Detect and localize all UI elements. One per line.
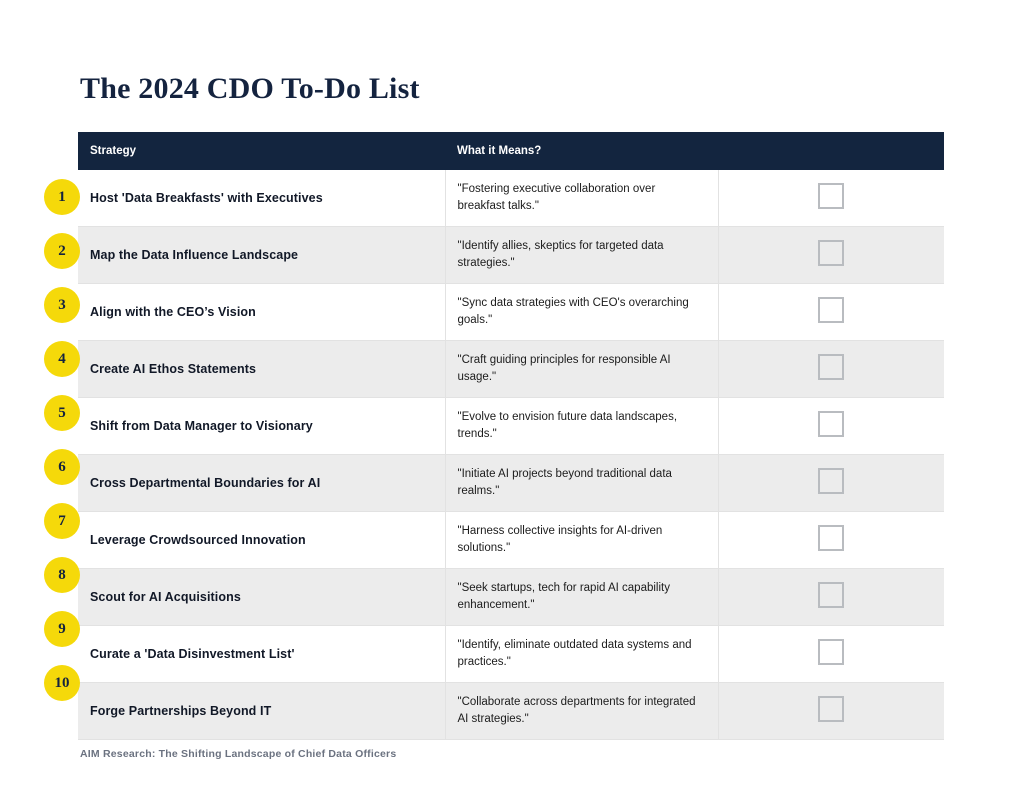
cell-meaning: "Initiate AI projects beyond traditional data realms." <box>445 455 718 512</box>
table-row <box>78 626 944 683</box>
footer-source: AIM Research: The Shifting Landscape of Chief Data Officers <box>80 748 397 760</box>
table-body <box>78 170 944 740</box>
cell-strategy: Cross Departmental Boundaries for AI <box>78 455 445 512</box>
checkbox[interactable] <box>818 240 844 266</box>
checkbox[interactable] <box>818 468 844 494</box>
checkbox[interactable] <box>818 354 844 380</box>
page-title: The 2024 CDO To-Do List <box>80 72 420 105</box>
cell-checkbox <box>718 398 944 455</box>
cell-checkbox <box>718 341 944 398</box>
table-row <box>78 170 944 227</box>
table-row <box>78 284 944 341</box>
row-number-badge: 2 <box>44 233 80 269</box>
row-number-badge: 3 <box>44 287 80 323</box>
cell-checkbox <box>718 512 944 569</box>
table-row <box>78 512 944 569</box>
checkbox[interactable] <box>818 696 844 722</box>
cell-checkbox <box>718 284 944 341</box>
table-header-row <box>78 132 944 170</box>
cell-strategy: Curate a 'Data Disinvestment List' <box>78 626 445 683</box>
table-header <box>78 132 944 170</box>
cell-meaning: "Identify, eliminate outdated data systems and practices." <box>445 626 718 683</box>
checkbox[interactable] <box>818 525 844 551</box>
cell-checkbox <box>718 626 944 683</box>
cell-checkbox <box>718 569 944 626</box>
cell-meaning: "Sync data strategies with CEO's overarching goals." <box>445 284 718 341</box>
table-row <box>78 341 944 398</box>
todo-table <box>78 132 944 740</box>
checkbox[interactable] <box>818 411 844 437</box>
checkbox[interactable] <box>818 639 844 665</box>
column-header-strategy: Strategy <box>78 132 445 170</box>
table-row <box>78 398 944 455</box>
cell-checkbox <box>718 227 944 284</box>
cell-checkbox <box>718 170 944 227</box>
checkbox[interactable] <box>818 582 844 608</box>
row-number-badge: 8 <box>44 557 80 593</box>
cell-strategy: Host 'Data Breakfasts' with Executives <box>78 170 445 227</box>
cell-strategy: Create AI Ethos Statements <box>78 341 445 398</box>
column-header-checkbox <box>718 132 944 170</box>
cell-strategy: Shift from Data Manager to Visionary <box>78 398 445 455</box>
row-number-badge: 9 <box>44 611 80 647</box>
column-header-what-it-means: What it Means? <box>445 132 718 170</box>
cell-strategy: Align with the CEO’s Vision <box>78 284 445 341</box>
row-number-badge: 7 <box>44 503 80 539</box>
checkbox[interactable] <box>818 297 844 323</box>
cell-meaning: "Craft guiding principles for responsible AI usage." <box>445 341 718 398</box>
cell-strategy: Scout for AI Acquisitions <box>78 569 445 626</box>
cell-meaning: "Seek startups, tech for rapid AI capability enhancement." <box>445 569 718 626</box>
cell-meaning: "Harness collective insights for AI-driven solutions." <box>445 512 718 569</box>
cell-strategy: Leverage Crowdsourced Innovation <box>78 512 445 569</box>
cell-meaning: "Identify allies, skeptics for targeted data strategies." <box>445 227 718 284</box>
table-row <box>78 455 944 512</box>
row-number-badge: 10 <box>44 665 80 701</box>
row-number-badge: 4 <box>44 341 80 377</box>
table-row <box>78 227 944 284</box>
todo-table-container <box>78 132 944 740</box>
cell-meaning: "Evolve to envision future data landscapes, trends." <box>445 398 718 455</box>
cell-checkbox <box>718 683 944 740</box>
cell-meaning: "Collaborate across departments for integrated AI strategies." <box>445 683 718 740</box>
table-row <box>78 569 944 626</box>
row-number-badge: 1 <box>44 179 80 215</box>
table-row <box>78 683 944 740</box>
cell-strategy: Map the Data Influence Landscape <box>78 227 445 284</box>
checkbox[interactable] <box>818 183 844 209</box>
cell-checkbox <box>718 455 944 512</box>
cell-meaning: "Fostering executive collaboration over breakfast talks." <box>445 170 718 227</box>
row-number-badge: 6 <box>44 449 80 485</box>
cell-strategy: Forge Partnerships Beyond IT <box>78 683 445 740</box>
row-number-badge: 5 <box>44 395 80 431</box>
